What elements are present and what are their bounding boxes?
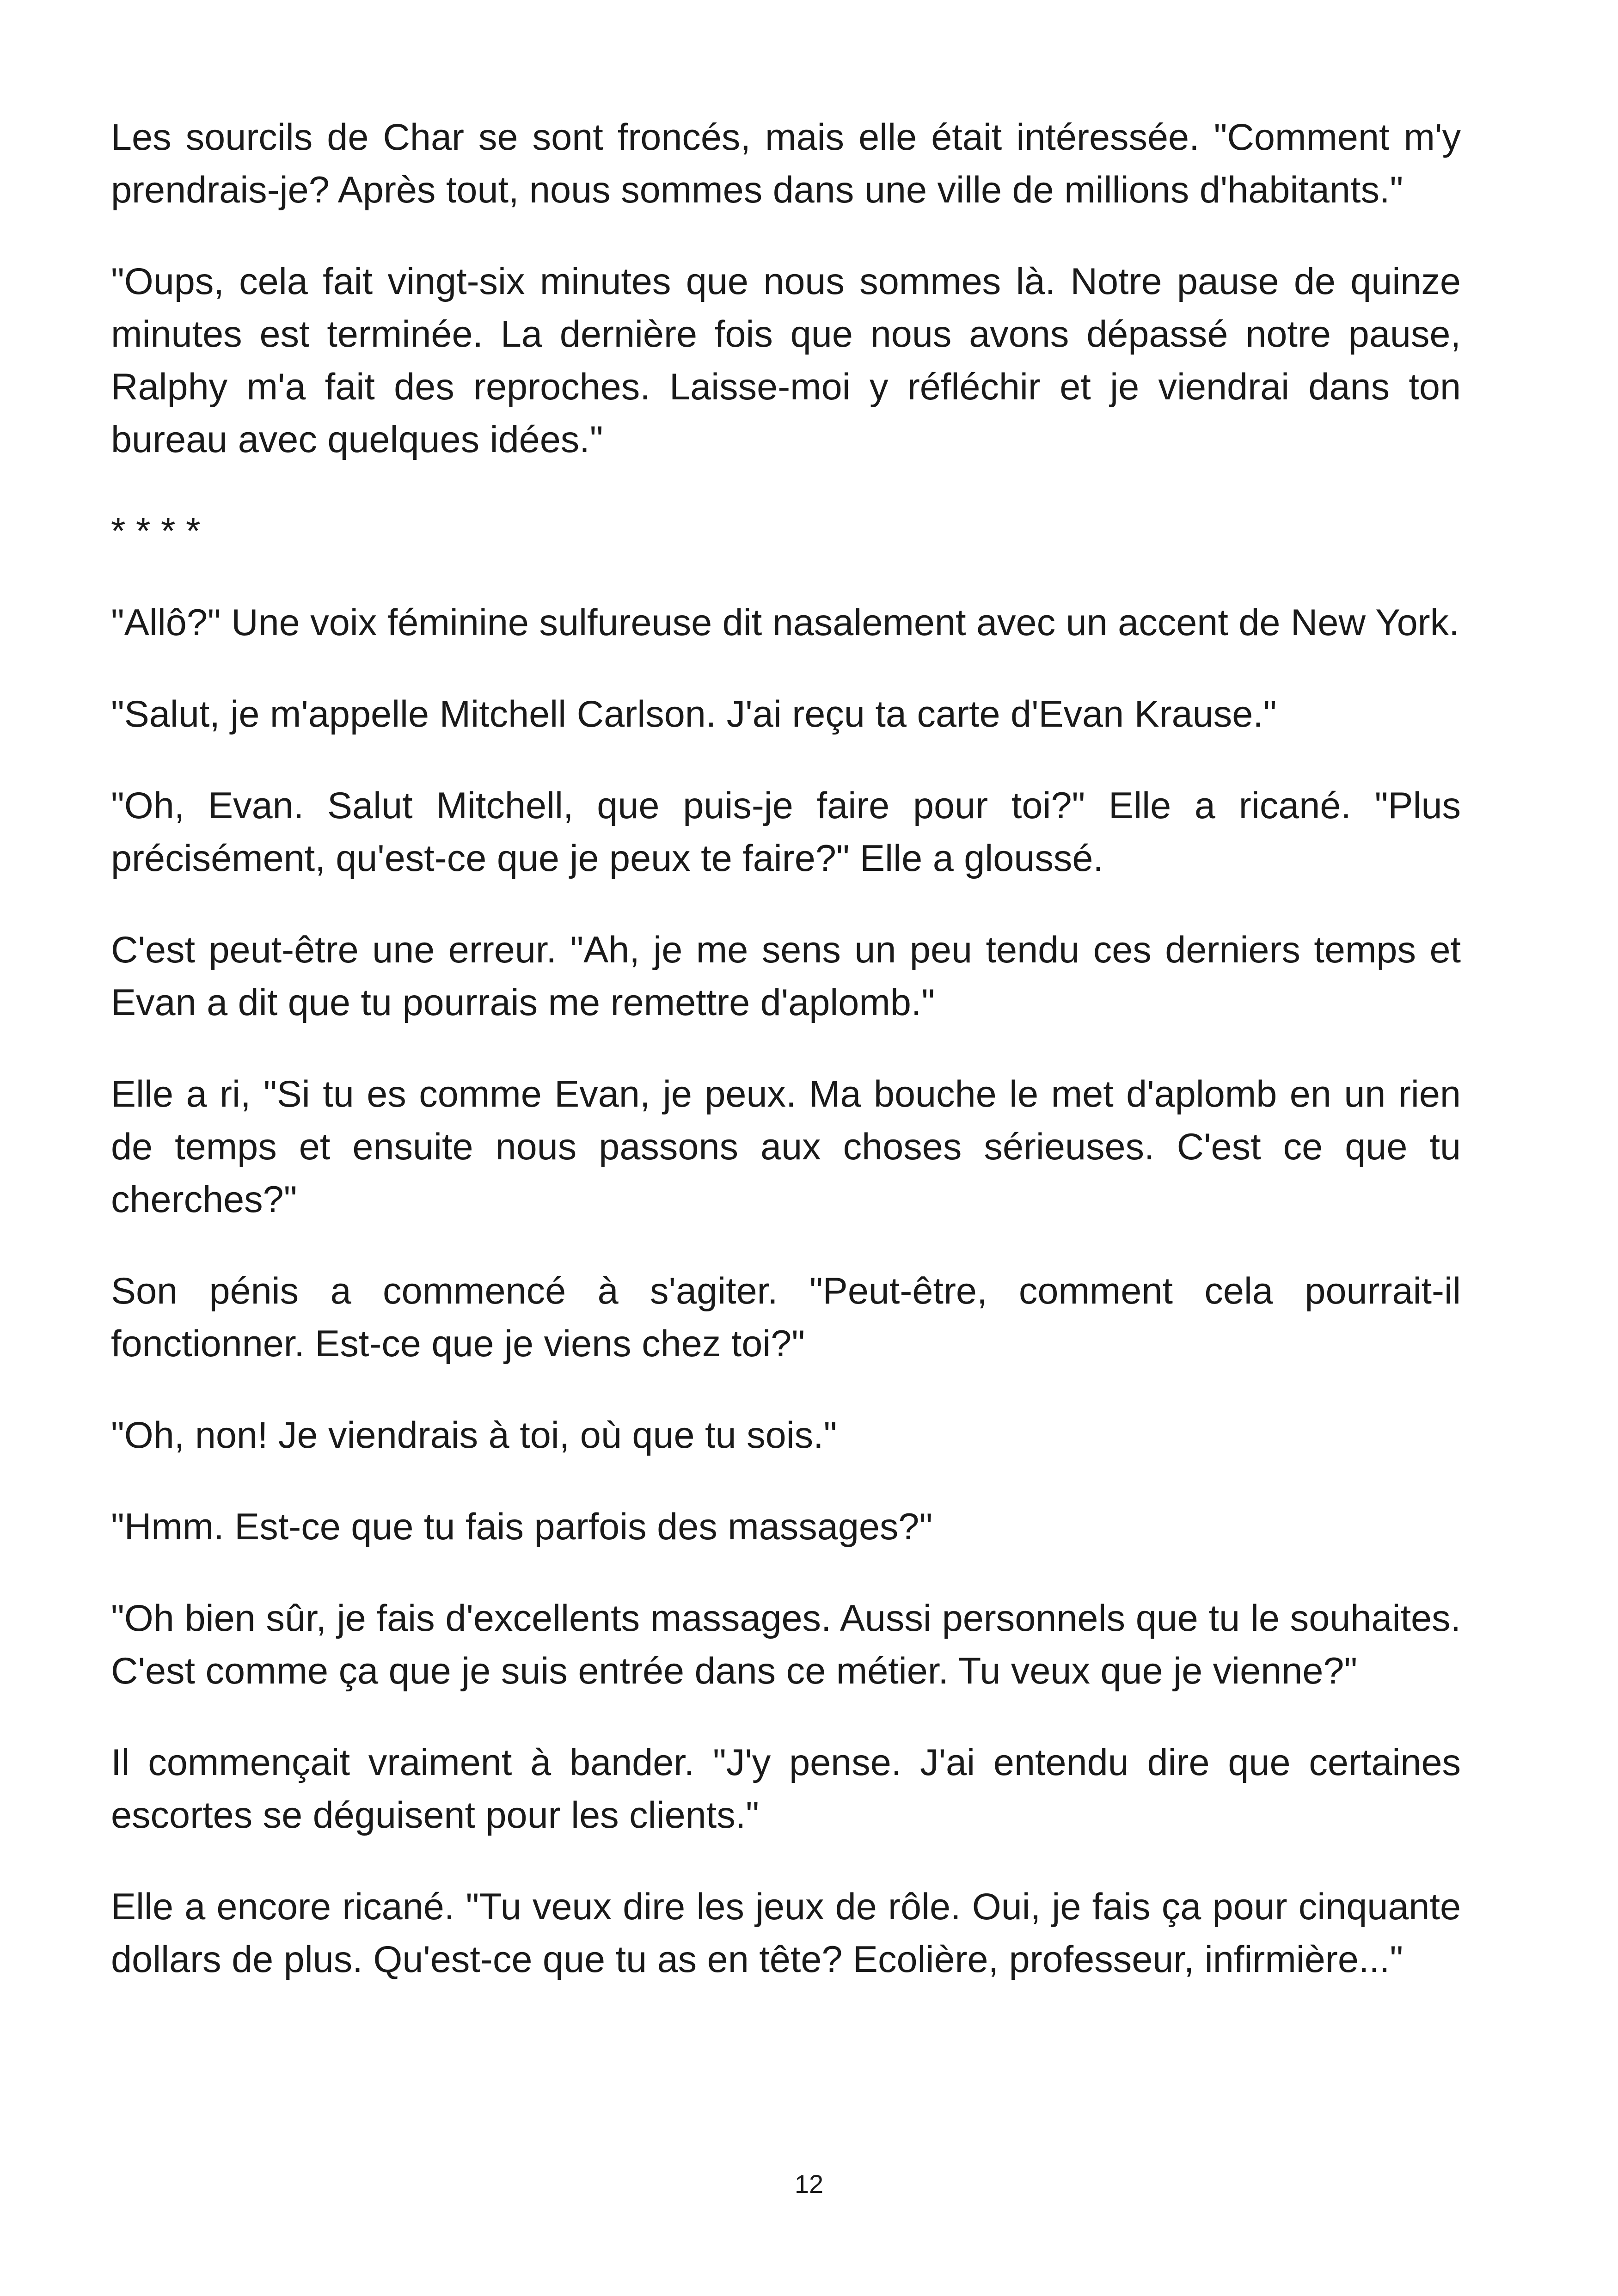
paragraph: "Oh, Evan. Salut Mitchell, que puis-je faire pour toi?" Elle a ricané. "Plus précisément, qu'est-ce que je peux te faire?" Elle a gloussé. xyxy=(111,785,1461,879)
paragraph: "Oh, non! Je viendrais à toi, où que tu sois." xyxy=(111,1414,837,1456)
document-page xyxy=(111,111,1461,2025)
paragraph: Elle a ri, "Si tu es comme Evan, je peux. Ma bouche le met d'aplomb en un rien de temps et ensuite nous passons aux choses sérieuses. C'est ce que tu cherches?" xyxy=(111,1073,1461,1220)
paragraph: "Hmm. Est-ce que tu fais parfois des massages?" xyxy=(111,1506,933,1548)
paragraph: "Oups, cela fait vingt-six minutes que nous sommes là. Notre pause de quinze minutes est terminée. La dernière fois que nous avons dépassé notre pause, Ralphy m'a fait des reproches. Laisse-moi y réfléchir et je viendrai dans ton bureau avec quelques idées." xyxy=(111,261,1461,460)
page-number: 12 xyxy=(794,2169,824,2198)
paragraph: "Oh bien sûr, je fais d'excellents massages. Aussi personnels que tu le souhaites. C'est comme ça que je suis entrée dans ce métier. Tu veux que je vienne?" xyxy=(111,1598,1461,1692)
paragraph: "Allô?" Une voix féminine sulfureuse dit nasalement avec un accent de New York. xyxy=(111,602,1459,643)
paragraph: Elle a encore ricané. "Tu veux dire les jeux de rôle. Oui, je fais ça pour cinquante dollars de plus. Qu'est-ce que tu as en tête? Ecolière, professeur, infirmière..." xyxy=(111,1886,1461,1980)
paragraph: C'est peut-être une erreur. "Ah, je me sens un peu tendu ces derniers temps et Evan a dit que tu pourrais me remettre d'aplomb." xyxy=(111,929,1461,1023)
paragraph: Les sourcils de Char se sont froncés, mais elle était intéressée. "Comment m'y prendrais-je? Après tout, nous sommes dans une ville de millions d'habitants." xyxy=(111,116,1461,211)
scene-break: * * * * xyxy=(111,510,201,552)
paragraph: Il commençait vraiment à bander. "J'y pense. J'ai entendu dire que certaines escortes se déguisent pour les clients." xyxy=(111,1742,1461,1836)
paragraph: Son pénis a commencé à s'agiter. "Peut-être, comment cela pourrait-il fonctionner. Est-ce que je viens chez toi?" xyxy=(111,1270,1461,1365)
paragraph: "Salut, je m'appelle Mitchell Carlson. J'ai reçu ta carte d'Evan Krause." xyxy=(111,693,1277,735)
